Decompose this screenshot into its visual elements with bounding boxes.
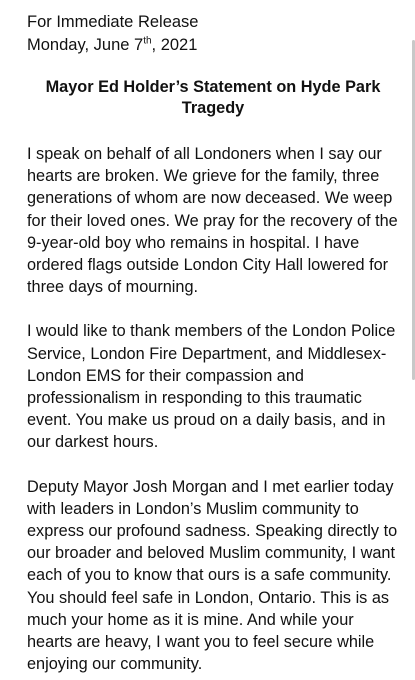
- paragraph-3: Deputy Mayor Josh Morgan and I met earlier today with leaders in London’s Muslim community to express our profound sadness. Speaking directly to our broader and beloved Muslim community, I want each of you to know that ours is a safe community. You should feel safe in London, Ontario. This is as much your home as it is mine. And while your hearts are heavy, I want you to feel secure while enjoying our community.: [27, 477, 398, 674]
- paragraph-2: I would like to thank members of the London Police Service, London Fire Department, and Middlesex-London EMS for their compassion and professionalism in responding to this traumatic event. You make us proud on a daily basis, and in our darkest hours.: [27, 322, 396, 452]
- date-year: , 2021: [151, 36, 198, 54]
- release-label: For Immediate Release: [27, 13, 199, 31]
- date-ordinal: th: [143, 35, 152, 47]
- document-page: [27, 12, 399, 680]
- statement-title: Mayor Ed Holder’s Statement on Hyde Park Tragedy: [45, 78, 381, 117]
- release-date: [27, 33, 399, 57]
- paragraph-1: I speak on behalf of all Londoners when I say our hearts are broken. We grieve for the family, three generations of whom are now deceased. We weep for their loved ones. We pray for the recovery of the 9-year-old boy who remains in hospital. I have ordered flags outside London City Hall lowered for three days of mourning.: [27, 145, 398, 297]
- statement-body: [27, 143, 399, 675]
- date-prefix: Monday, June 7: [27, 36, 144, 54]
